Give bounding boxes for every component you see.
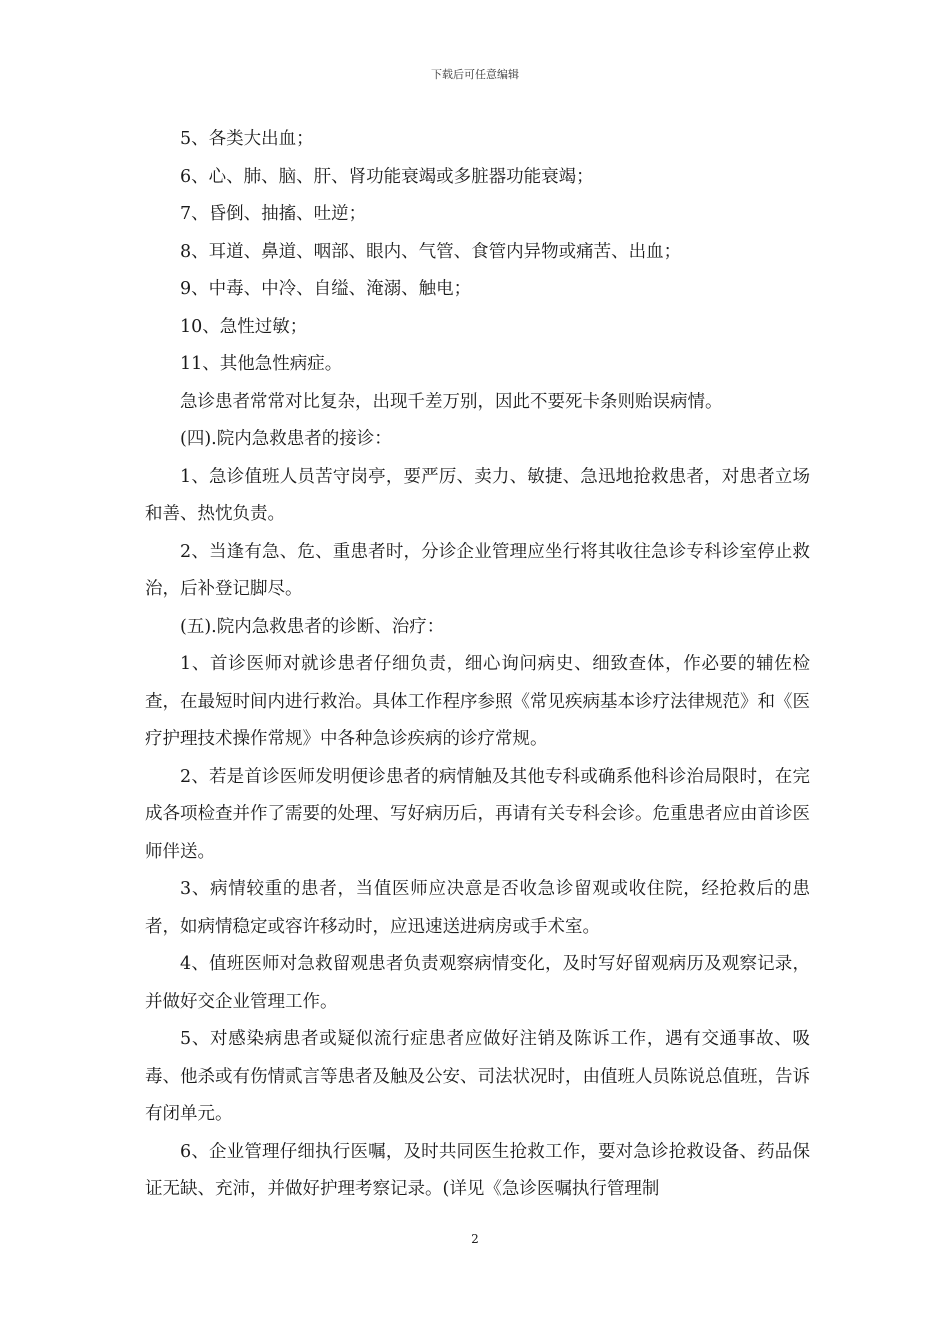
body-paragraph: 2、当逢有急、危、重患者时，分诊企业管理应坐行将其收往急诊专科诊室停止救治，后补登记脚尽。 [145, 541, 810, 599]
document-body [145, 121, 810, 1209]
body-paragraph: 4、值班医师对急救留观患者负责观察病情变化，及时写好留观病历及观察记录，并做好交企业管理工作。 [145, 954, 810, 1012]
body-paragraph: 5、对感染病患者或疑似流行症患者应做好注销及陈诉工作，遇有交通事故、吸毒、他杀或有伤情贰言等患者及触及公安、司法状况时，由值班人员陈说总值班，告诉有闭单元。 [145, 1029, 810, 1124]
section-heading: (五).院内急救患者的诊断、治疗： [180, 616, 445, 637]
body-paragraph: 1、首诊医师对就诊患者仔细负责，细心询问病史、细致查体，作必要的辅佐检查，在最短时间内进行救治。具体工作程序参照《常见疾病基本诊疗法律规范》和《医疗护理技术操作常规》中各种急诊疾病的诊疗常规。 [145, 654, 810, 749]
list-item: 10、急性过敏； [180, 316, 308, 337]
list-item: 5、各类大出血； [180, 129, 314, 149]
list-item: 6、心、肺、脑、肝、肾功能衰竭或多脏器功能衰竭； [180, 166, 594, 187]
list-item: 8、耳道、鼻道、咽部、眼内、气管、食管内异物或痛苦、出血； [180, 241, 682, 262]
body-paragraph: 2、若是首诊医师发明便诊患者的病情触及其他专科或确系他科诊治局限时，在完成各项检查并作了需要的处理、写好病历后，再请有关专科会诊。危重患者应由首诊医师伴送。 [145, 766, 810, 862]
body-paragraph: 1、急诊值班人员苦守岗亭，要严厉、卖力、敏捷、急迅地抢救患者，对患者立场和善、热忱负责。 [145, 466, 810, 524]
list-item: 9、中毒、中冷、自缢、淹溺、触电； [180, 279, 472, 299]
list-item: 11、其他急性病症。 [180, 354, 343, 374]
page-header: 下载后可任意编辑 [431, 68, 519, 81]
body-paragraph: 3、病情较重的患者，当值医师应决意是否收急诊留观或收住院，经抢救后的患者，如病情稳定或容许移动时，应迅速送进病房或手术室。 [145, 879, 810, 937]
page-number: 2 [471, 1232, 479, 1246]
body-paragraph: 急诊患者常常对比复杂，出现千差万别，因此不要死卡条则贻误病情。 [180, 391, 723, 412]
section-heading: (四).院内急救患者的接诊： [180, 429, 392, 449]
body-paragraph: 6、企业管理仔细执行医嘱，及时共同医生抢救工作，要对急诊抢救设备、药品保证无缺、充沛，并做好护理考察记录。(详见《急诊医嘱执行管理制 [145, 1141, 810, 1199]
list-item: 7、昏倒、抽搐、吐逆； [180, 204, 367, 224]
